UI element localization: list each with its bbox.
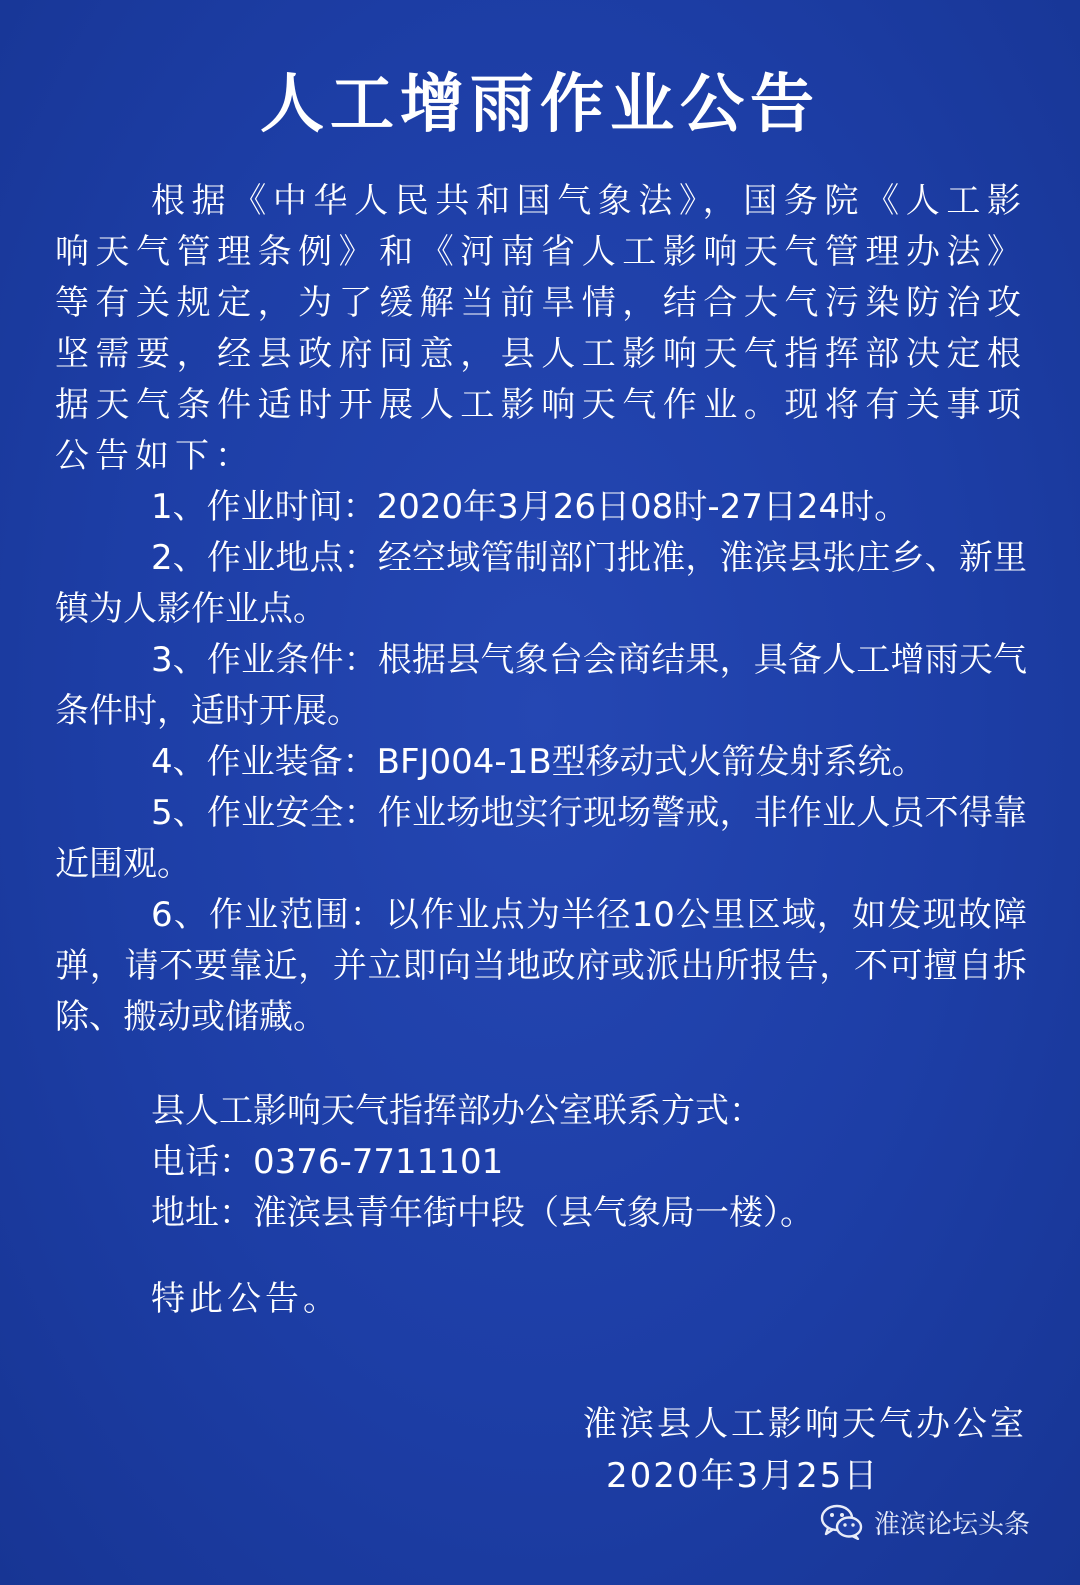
notice-item-range: 6、作业范围：以作业点为半径10公里区域，如发现故障弹，请不要靠近，并立即向当地政府或派出所报告，不可擅自拆除、搬动或储藏。 bbox=[55, 895, 1027, 1037]
contact-phone: 电话：0376-7711101 bbox=[151, 1142, 504, 1182]
closing-line: 特此公告。 bbox=[151, 1279, 341, 1319]
notice-item-equipment: 4、作业装备：BFJ004-1B型移动式火箭发射系统。 bbox=[151, 742, 926, 782]
contact-block bbox=[151, 1086, 814, 1239]
notice-date: 2020年3月25日 bbox=[606, 1456, 880, 1496]
watermark-text: 淮滨论坛头条 bbox=[873, 1509, 1030, 1540]
wechat-icon bbox=[820, 1504, 864, 1540]
watermark bbox=[820, 1500, 1030, 1544]
signer-name: 淮滨县人工影响天气办公室 bbox=[583, 1404, 1027, 1444]
notice-item-time: 1、作业时间：2020年3月26日08时-27日24时。 bbox=[151, 487, 909, 527]
notice-item-location: 2、作业地点：经空域管制部门批准，淮滨县张庄乡、新里镇为人影作业点。 bbox=[55, 538, 1027, 629]
notice-item-safety: 5、作业安全：作业场地实行现场警戒，非作业人员不得靠近围观。 bbox=[55, 793, 1027, 884]
notice-title: 人工增雨作业公告 bbox=[260, 68, 820, 142]
notice-intro: 根据《中华人民共和国气象法》，国务院《人工影响天气管理条例》和《河南省人工影响天气管理办法》等有关规定，为了缓解当前旱情，结合大气污染防治攻坚需要，经县政府同意，县人工影响天气指挥部决定根据天气条件适时开展人工影响天气作业。现将有关事项公告如下： bbox=[55, 181, 1027, 476]
notice-item-conditions: 3、作业条件：根据县气象台会商结果，具备人工增雨天气条件时，适时开展。 bbox=[55, 640, 1027, 731]
contact-address: 地址：淮滨县青年街中段（县气象局一楼）。 bbox=[151, 1193, 814, 1233]
contact-heading: 县人工影响天气指挥部办公室联系方式： bbox=[151, 1091, 763, 1131]
notice-body bbox=[55, 176, 1027, 1043]
